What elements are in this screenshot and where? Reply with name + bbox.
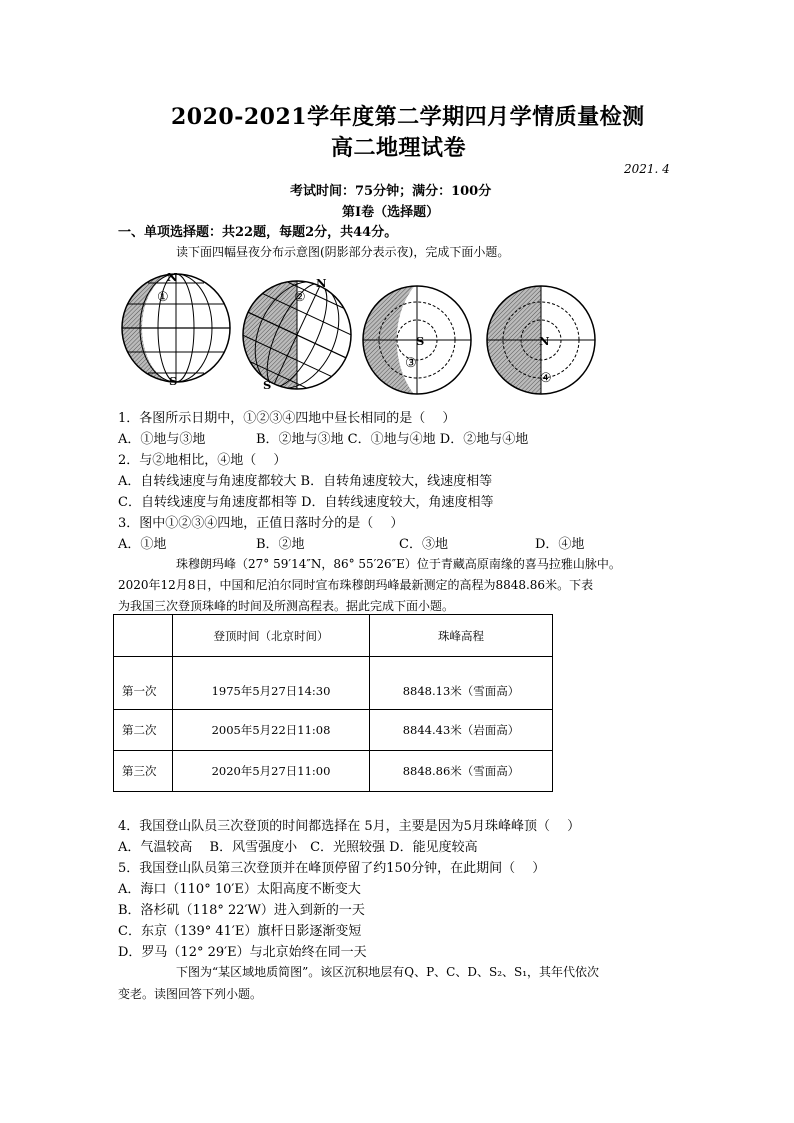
table-header-corner	[114, 615, 173, 657]
q1-option-a: A．①地与③地	[118, 432, 206, 447]
q4-options: A．气温较高 B．风雪强度小 C．光照较强 D．能见度较高	[118, 840, 478, 855]
table-row-label: 第二次	[114, 710, 173, 751]
everest-passage-line1: 珠穆朗玛峰（27° 59′14″N，86° 55′26″E）位于青藏高原南缘的喜马拉雅山脉中。	[176, 557, 621, 571]
globe-diagram-1	[116, 270, 236, 390]
question-4: 4．我国登山队员三次登顶的时间都选择在 5月，主要是因为5月珠峰峰顶（ ）	[118, 819, 581, 834]
table-header-height: 珠峰高程	[370, 615, 553, 657]
geology-passage-line1: 下图为“某区域地质简图”。该区沉积地层有Q、P、C、D、S₂、S₁，其年代依次	[176, 965, 600, 979]
question-1: 1．各图所示日期中，①②③④四地中昼长相同的是（ ）	[118, 411, 456, 426]
south-label-2: S	[263, 378, 272, 392]
q3-option-a: A．①地	[118, 537, 167, 552]
point-4-label: ④	[540, 371, 552, 386]
geology-passage-line2: 变老。读图回答下列小题。	[118, 987, 263, 1001]
table-row-label: 第一次	[114, 657, 173, 710]
exam-title-line2: 高二地理试卷	[331, 135, 467, 161]
everest-passage-line2: 2020年12月8日，中国和尼泊尔同时宣布珠穆朗玛峰最新测定的高程为8848.86米。下表	[118, 578, 594, 592]
q5-option-d: D．罗马（12° 29′E）与北京始终在同一天	[118, 945, 367, 960]
point-2-label: ②	[294, 290, 306, 305]
table-row-height: 8848.13米（雪面高）	[370, 657, 553, 710]
north-label-2: N	[316, 276, 327, 290]
q3-option-d: D．④地	[535, 537, 585, 552]
question-2: 2．与②地相比，④地（ ）	[118, 453, 287, 468]
north-label-1: N	[167, 270, 178, 284]
table-row-time: 2020年5月27日11:00	[173, 751, 370, 792]
table-row	[114, 710, 553, 751]
exam-title-line1: 2020-2021学年度第二学期四月学情质量检测	[171, 104, 645, 130]
exam-date: 2021. 4	[624, 162, 670, 176]
point-3-label: ③	[405, 356, 417, 371]
south-pole-label-3: S	[416, 334, 425, 348]
question-5: 5．我国登山队员第三次登顶并在峰顶停留了约150分钟，在此期间（ ）	[118, 861, 546, 876]
table-row	[114, 751, 553, 792]
q2-options-ab: A．自转线速度与角速度都较大 B．自转角速度较大，线速度相等	[118, 474, 493, 489]
q3-option-c: C．③地	[399, 537, 448, 552]
everest-passage-line3: 为我国三次登顶珠峰的时间及所测高程表。据此完成下面小题。	[118, 599, 455, 613]
everest-climb-table	[113, 614, 553, 792]
table-header-time: 登顶时间（北京时间）	[173, 615, 370, 657]
table-row-label: 第三次	[114, 751, 173, 792]
q3-option-b: B．②地	[256, 537, 305, 552]
q5-option-a: A．海口（110° 10′E）太阳高度不断变大	[118, 882, 361, 897]
q2-options-cd: C．自转线速度与角速度都相等 D．自转线速度较大，角速度相等	[118, 495, 494, 510]
table-row-time: 1975年5月27日14:30	[173, 657, 370, 710]
question-3: 3．图中①②③④四地，正值日落时分的是（ ）	[118, 516, 404, 531]
q5-option-b: B．洛杉矶（118° 22′W）进入到新的一天	[118, 903, 365, 918]
q5-option-c: C．东京（139° 41′E）旗杆日影逐渐变短	[118, 924, 362, 939]
table-header-row	[114, 615, 553, 657]
volume-label: 第Ⅰ卷（选择题）	[342, 205, 440, 220]
south-label-1: S	[169, 374, 178, 388]
table-row	[114, 657, 553, 710]
table-row-height: 8848.86米（雪面高）	[370, 751, 553, 792]
table-row-time: 2005年5月22日11:08	[173, 710, 370, 751]
section-intro: 读下面四幅昼夜分布示意图(阴影部分表示夜)，完成下面小题。	[176, 245, 510, 259]
table-row-height: 8844.43米（岩面高）	[370, 710, 553, 751]
section-heading: 一、单项选择题：共22题，每题2分，共44分。	[118, 225, 398, 240]
q1-options-bcd: B．②地与③地 C．①地与④地 D．②地与④地	[256, 432, 529, 447]
north-pole-label-4: N	[539, 334, 550, 348]
exam-info: 考试时间：75分钟；满分：100分	[290, 184, 492, 199]
point-1-label: ①	[157, 290, 169, 305]
